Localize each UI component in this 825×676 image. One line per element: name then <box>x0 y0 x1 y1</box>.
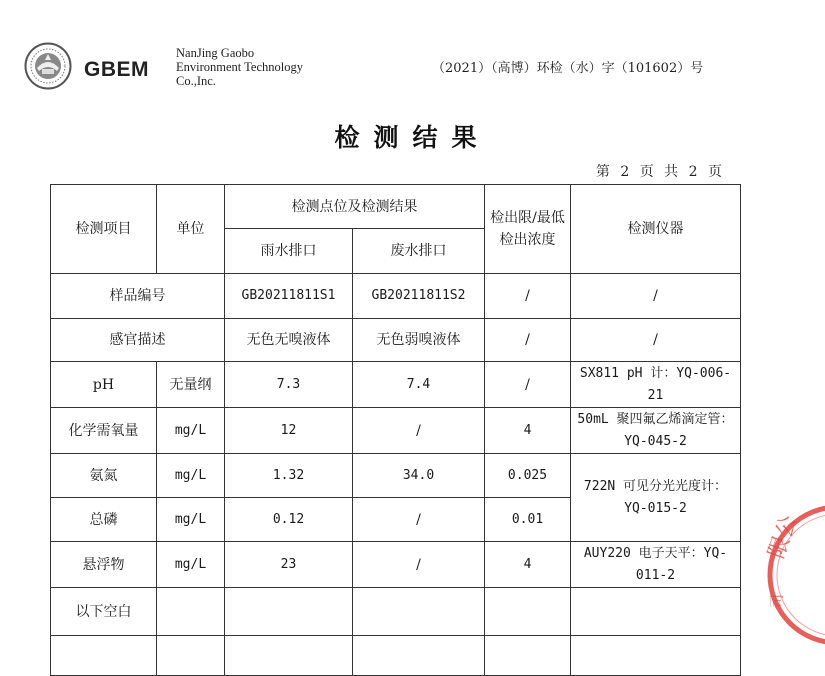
cell-value: 34.0 <box>353 454 485 498</box>
cell-empty <box>485 588 571 636</box>
cell-instrument: / <box>571 319 741 362</box>
cell-limit: 0.025 <box>485 454 571 498</box>
cell-item: 感官描述 <box>51 319 225 362</box>
cell-limit: 0.01 <box>485 498 571 542</box>
header-limit: 检出限/最低检出浓度 <box>485 185 571 274</box>
cell-instrument: AUY220 电子天平：YQ-011-2 <box>571 542 741 588</box>
header-point-rainwater: 雨水排口 <box>225 229 353 274</box>
header-point-wastewater: 废水排口 <box>353 229 485 274</box>
table-row <box>51 588 741 636</box>
header-points-group: 检测点位及检测结果 <box>225 185 485 229</box>
cell-item: 化学需氧量 <box>51 408 157 454</box>
cell-item: 氨氮 <box>51 454 157 498</box>
company-name <box>176 46 303 88</box>
cell-instrument: SX811 pH 计：YQ-006-21 <box>571 362 741 408</box>
company-name-line: NanJing Gaobo <box>176 46 255 60</box>
company-seal-logo <box>24 42 72 90</box>
header-instrument: 检测仪器 <box>571 185 741 274</box>
cell-unit: mg/L <box>157 408 225 454</box>
cell-empty <box>571 588 741 636</box>
cell-value: 无色弱嗅液体 <box>353 319 485 362</box>
cell-value: 12 <box>225 408 353 454</box>
table-row <box>51 362 741 408</box>
cell-unit: mg/L <box>157 542 225 588</box>
cell-value: 23 <box>225 542 353 588</box>
company-name-line: Environment Technology <box>176 60 303 74</box>
table-row <box>51 542 741 588</box>
cell-instrument: 50mL 聚四氟乙烯滴定管：YQ-045-2 <box>571 408 741 454</box>
svg-text:司: 司 <box>770 594 786 608</box>
cell-empty <box>225 588 353 636</box>
cell-value: GB20211811S1 <box>225 274 353 319</box>
cell-item: 悬浮物 <box>51 542 157 588</box>
report-number: （2021）（高博）环检（水）字（101602）号 <box>432 61 704 76</box>
cell-empty <box>353 588 485 636</box>
cell-unit: mg/L <box>157 454 225 498</box>
cell-value: GB20211811S2 <box>353 274 485 319</box>
cell-limit: 4 <box>485 408 571 454</box>
header-unit: 单位 <box>157 185 225 274</box>
cell-instrument: 722N 可见分光光度计：YQ-015-2 <box>571 454 741 542</box>
cell-limit: / <box>485 319 571 362</box>
page-title: 检测结果 <box>334 123 491 152</box>
table-row <box>51 408 741 454</box>
table-row <box>51 454 741 498</box>
table-row <box>51 274 741 319</box>
cell-item: 以下空白 <box>51 588 157 636</box>
page-indicator: 第 2 页 共 2 页 <box>595 164 725 180</box>
cell-value: 0.12 <box>225 498 353 542</box>
cell-value: / <box>353 408 485 454</box>
cell-value: 1.32 <box>225 454 353 498</box>
results-table <box>50 184 741 676</box>
cell-value: / <box>353 498 485 542</box>
table-header-row <box>51 185 741 229</box>
cell-item: 总磷 <box>51 498 157 542</box>
table-row <box>51 319 741 362</box>
cell-limit: 4 <box>485 542 571 588</box>
company-name-line: Co.,Inc. <box>176 74 216 88</box>
cell-empty <box>157 588 225 636</box>
cell-unit: 无量纲 <box>157 362 225 408</box>
brand-logo-text: GBEM <box>84 58 149 81</box>
cell-instrument: / <box>571 274 741 319</box>
cell-limit: / <box>485 362 571 408</box>
cell-unit: mg/L <box>157 498 225 542</box>
cell-value: / <box>353 542 485 588</box>
cell-item: 样品编号 <box>51 274 225 319</box>
red-seal-stamp <box>760 500 825 650</box>
header-item: 检测项目 <box>51 185 157 274</box>
cell-item: pH <box>51 362 157 408</box>
cell-value: 7.4 <box>353 362 485 408</box>
cell-limit: / <box>485 274 571 319</box>
svg-text:限公: 限公 <box>764 512 803 563</box>
cell-value: 7.3 <box>225 362 353 408</box>
cell-value: 无色无嗅液体 <box>225 319 353 362</box>
